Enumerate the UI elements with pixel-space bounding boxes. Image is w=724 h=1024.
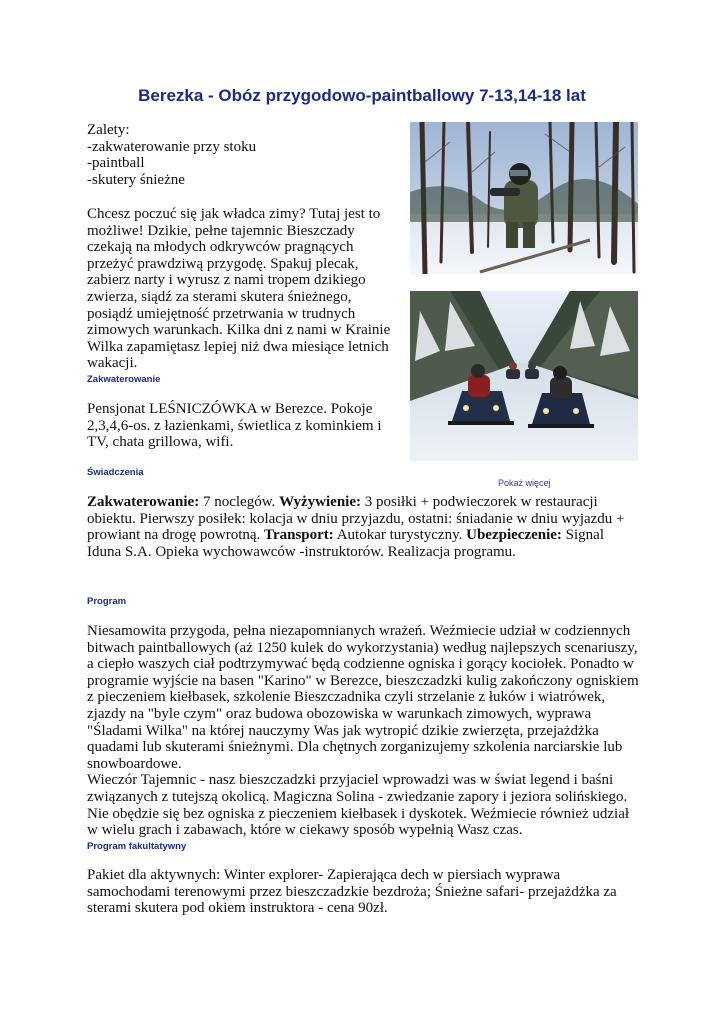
advantages-block: [87, 122, 387, 188]
services-value-food: 3 posiłki + podwieczorek w restauracji obiektu. Pierwszy posiłek: kolacja w dniu przyjazdu, ostatni: śniadanie w dniu wyjazdu + prowiant na drogę powrotną.: [87, 494, 625, 544]
section-heading-accommodation: Zakwaterowanie: [87, 374, 161, 385]
section-heading-optional: Program fakultatywny: [87, 841, 187, 852]
services-label-insurance: Ubezpieczenie:: [466, 527, 562, 544]
services-value-insurance: Signal Iduna S.A. Opieka wychowawców -instruktorów. Realizacja programu.: [87, 527, 605, 560]
section-heading-program: Program: [87, 596, 127, 607]
services-label-food: Wyżywienie:: [279, 494, 361, 510]
paintball-forest-photo: [410, 122, 638, 274]
page-title: Berezka - Obóz przygodowo-paintballowy 7-13,14-18 lat: [138, 86, 586, 105]
services-label-accommodation: Zakwaterowanie:: [87, 494, 200, 510]
program-paragraph: Niesamowita przygoda, pełna niezapomnianych wrażeń. Weźmiecie udział w codziennych bitwach paintballowych (aż 1250 kulek do wykorzystania) według najlepszych scenariuszy, a ciepło waszych ciał podtrzymywać będą codzienne ogniska i gorący kociołek. Ponadto w programie wyjście na basen "Karino" w Berezce, bieszczadzki kulig zakończony ogniskiem z pieczeniem kiełbasek, szkolenie Bieszczadnika czyli strzelanie z łuków i wiatrówek, zjazdy na "byle czym" oraz budowa obozowiska w warunkach zimowych, wyprawa "Śladami Wilka" na której nauczymy Was jak wytropić dzikie zwierzęta, przejażdżka quadami lub skuterami śnieżnymi. Dla chętnych zorganizujemy szkolenia narciarskie lub snowboardowe.: [87, 623, 639, 772]
snowmobiles-photo: [410, 291, 638, 461]
intro-text: Chcesz poczuć się jak władca zimy? Tutaj jest to możliwe! Dzikie, pełne tajemnic Bieszczady czekają na młodych odkrywców pragnących przeżyć prawdziwą przygodę. Spakuj plecak, zabierz narty i wyrusz z nami tropem dzikiego zwierza, siądź za sterami skutera śnieżnego, posiądź umiejętność przetrwania w trudnych zimowych warunkach. Kilka dni z nami w Krainie Wilka zapamiętasz lepiej niż dwa miesiące letnich wakacji.: [87, 206, 391, 372]
services-label-transport: Transport:: [264, 527, 334, 544]
optional-text: Pakiet dla aktywnych: Winter explorer- Zapierająca dech w piersiach wyprawa samochodami terenowymi przez bieszczadzkie bezdroża; Śnieżne safari- przejażdżka za sterami skutera pod okiem instruktora - cena 90zł.: [87, 867, 617, 917]
services-text: [87, 494, 639, 560]
advantage-item: -zakwaterowanie przy stoku: [87, 138, 257, 155]
advantage-item: -paintball: [87, 155, 145, 172]
accommodation-text: Pensjonat LEŚNICZÓWKA w Berezce. Pokoje 2,3,4,6-os. z łazienkami, świetlica z kominkiem i TV, chata grillowa, wifi.: [87, 401, 382, 451]
program-text: [87, 623, 639, 839]
program-paragraph: Wieczór Tajemnic - nasz bieszczadzki przyjaciel wprowadzi was w świat legend i baśni związanych z tutejszą okolicą. Magiczna Solina - zwiedzanie zapory i jeziora solińskiego. Nie obędzie się bez ogniska z pieczeniem kiełbasek i dyskotek. Weźmiecie również udział w wielu grach i zabawach, które w ciekawy sposób wypełnią Wasz czas.: [87, 772, 630, 839]
advantage-item: -skutery śnieżne: [87, 171, 185, 188]
show-more-link[interactable]: Pokaż więcej: [498, 478, 551, 488]
services-value-accommodation: 7 noclegów.: [199, 494, 280, 510]
advantages-label: Zalety:: [87, 122, 130, 138]
services-value-transport: Autokar turystyczny.: [333, 527, 467, 544]
section-heading-services: Świadczenia: [87, 467, 144, 478]
